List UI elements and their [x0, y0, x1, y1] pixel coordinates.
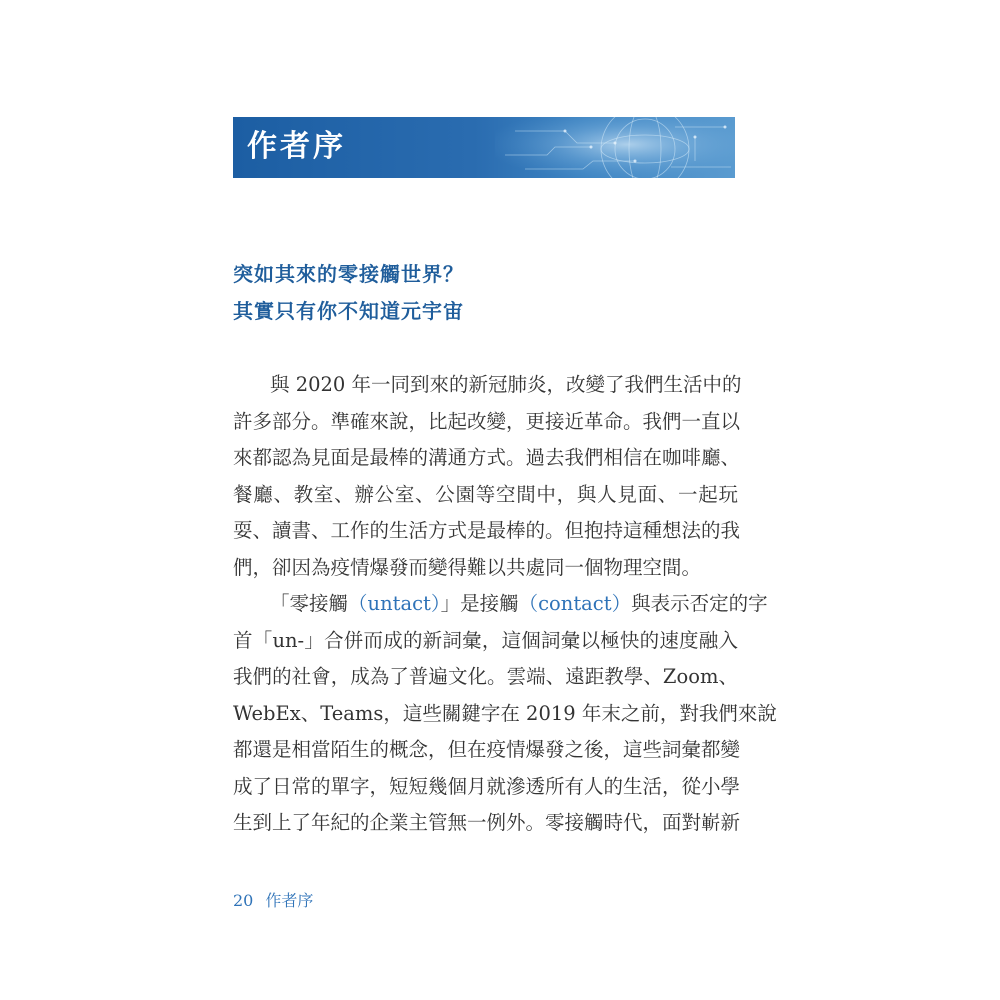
- page-number: 20: [233, 891, 254, 910]
- paragraph-2-line: 我們的社會，成為了普遍文化。雲端、遠距教學、Zoom、: [233, 665, 738, 688]
- paragraph-2-line: WebEx、Teams，這些關鍵字在 2019 年末之前，對我們來說: [233, 702, 777, 725]
- section-heading-line-2: 其實只有你不知道元宇宙: [233, 299, 464, 323]
- footer-section-title: 作者序: [265, 891, 314, 910]
- term-quote: 「零接觸: [270, 592, 349, 615]
- term-text: 」是接觸: [440, 592, 519, 615]
- circuit-globe-graphic: [495, 117, 735, 178]
- paragraph-2-line: 生到上了年紀的企業主管無一例外。零接觸時代，面對嶄新: [233, 811, 741, 834]
- page-footer: [233, 890, 313, 912]
- paragraph-2-line: 首「un-」合併而成的新詞彙，這個詞彙以極快的速度融入: [233, 629, 738, 652]
- term-text-end: 與表示否定的字: [631, 592, 768, 615]
- paragraph-2-line: [270, 586, 768, 622]
- paragraph-2-line: 都還是相當陌生的概念，但在疫情爆發之後，這些詞彙都變: [233, 738, 741, 761]
- chapter-banner: [233, 117, 735, 178]
- paragraph-1-line: 與 2020 年一同到來的新冠肺炎，改變了我們生活中的: [270, 373, 742, 396]
- term-contact: （contact）: [518, 592, 632, 615]
- section-heading-line-1: 突如其來的零接觸世界？: [233, 262, 464, 286]
- paragraph-1-line: 耍、讀書、工作的生活方式是最棒的。但抱持這種想法的我: [233, 519, 741, 542]
- paragraph-1-line: 餐廳、教室、辦公室、公園等空間中，與人見面、一起玩: [233, 483, 738, 506]
- chapter-title: 作者序: [247, 129, 346, 164]
- paragraph-1-line: 來都認為見面是最棒的溝通方式。過去我們相信在咖啡廳、: [233, 446, 741, 469]
- paragraph-1-line: 們，卻因為疫情爆發而變得難以共處同一個物理空間。: [233, 556, 702, 579]
- paragraph-2-line: 成了日常的單字，短短幾個月就滲透所有人的生活，從小學: [233, 775, 741, 798]
- term-untact: （untact）: [348, 592, 441, 615]
- paragraph-1-line: 許多部分。準確來說，比起改變，更接近革命。我們一直以: [233, 410, 741, 433]
